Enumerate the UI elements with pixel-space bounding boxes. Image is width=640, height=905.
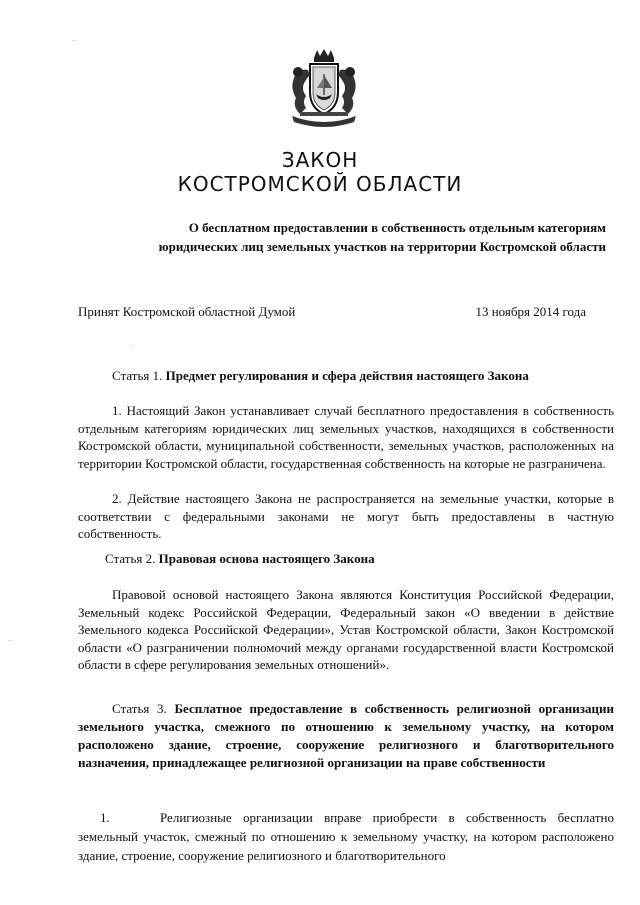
article-3-label: Статья 3. [112, 701, 167, 716]
article-3-title: Бесплатное предоставление в собственность религиозной организации земельного участка, смежного по отношению к земельному участку, на котором расположено здание, строение, сооружение религиозного и благотворительного назначения, принадлежащее религиозной организации на праве собственности [78, 701, 614, 770]
article-1-heading [112, 367, 529, 385]
law-region-title: КОСТРОМСКОЙ ОБЛАСТИ [177, 172, 463, 196]
article-1-paragraph-2: 2. Действие настоящего Закона не распространяется на земельные участки, которые в соответствии с федеральными законами не могут быть предоставлены в частную собственность. [78, 491, 614, 541]
article-2-paragraph-1: Правовой основой настоящего Закона являются Конституция Российской Федерации, Земельный кодекс Российской Федерации, Федеральный закон «О введении в действие Земельного кодекса Российской Федерации», Устав Костромской области, Закон Костромской области «О разграничении полномочий между органами государственной власти Костромской области в сфере регулирования земельных отношений». [78, 587, 614, 672]
article-2-label: Статья 2. [105, 551, 156, 566]
scan-speck: ˈ [130, 344, 134, 355]
adopted-by: Принят Костромской областной Думой [78, 304, 296, 319]
article-3-heading [78, 700, 614, 772]
article-3-paragraph-1-text: Религиозные организации вправе приобрести в собственность бесплатно земельный участок, смежный по отношению к земельному участку, на котором расположено здание, строение, сооружение религиозного и благотворительного [78, 810, 614, 863]
scan-speck: · [8, 636, 12, 647]
scan-speck: · [72, 36, 76, 47]
article-1-paragraph-1: 1. Настоящий Закон устанавливает случай бесплатного предоставления в собственность отдельным категориям юридических лиц земельных участков, находящихся в собственности Костромской области, муниципальной собственности, земельных участков, расположенных на территории Костромской области, государственная собственность на которые не разграничена. [78, 403, 614, 471]
article-2-heading [105, 550, 375, 568]
article-1-label: Статья 1. [112, 368, 163, 383]
article-2-title: Правовая основа настоящего Закона [158, 551, 375, 566]
subtitle-line-2: юридических лиц земельных участков на территории Костромской области [158, 239, 606, 254]
adoption-date: 13 ноября 2014 года [475, 304, 586, 319]
adoption-line [78, 304, 586, 320]
coat-of-arms-emblem [280, 48, 368, 130]
article-3-paragraph-1-number: 1. [100, 810, 110, 825]
subtitle-line-1: О бесплатном предоставлении в собственность отдельным категориям [188, 220, 606, 235]
article-1-title: Предмет регулирования и сфера действия настоящего Закона [165, 368, 529, 383]
law-title: ЗАКОН [281, 148, 359, 172]
article-3-paragraph-1 [78, 808, 614, 865]
law-subtitle [78, 218, 606, 256]
